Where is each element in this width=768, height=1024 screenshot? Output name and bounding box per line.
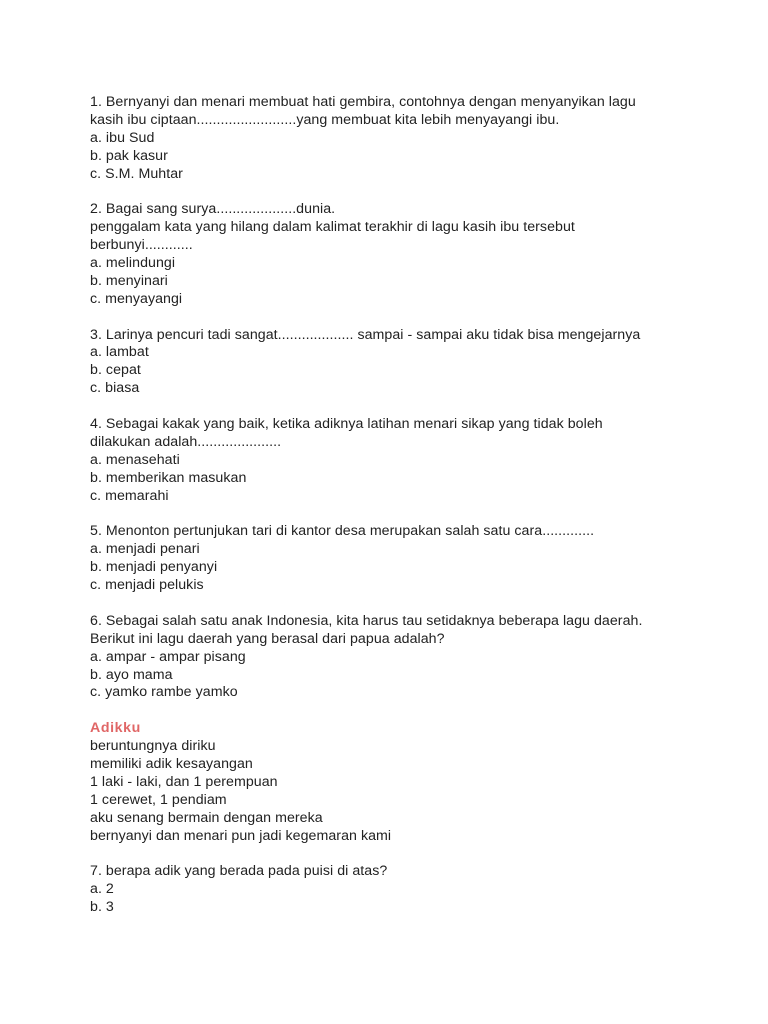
spacer <box>90 702 730 720</box>
poem-title: Adikku <box>90 720 141 737</box>
question-text: penggalam kata yang hilang dalam kalimat terakhir di lagu kasih ibu tersebut <box>90 219 575 236</box>
poem-line: aku senang bermain dengan mereka <box>90 809 323 826</box>
spacer <box>90 398 730 416</box>
poem-line: 1 cerewet, 1 pendiam <box>90 791 227 808</box>
answer-option: a. menjadi penari <box>90 541 200 558</box>
spacer <box>90 595 730 613</box>
question-7 <box>90 863 730 917</box>
worksheet-document <box>90 94 730 917</box>
answer-option: b. pak kasur <box>90 147 168 164</box>
answer-option: a. ibu Sud <box>90 129 155 146</box>
question-text: kasih ibu ciptaan.........................yang membuat kita lebih menyayangi ibu. <box>90 111 560 128</box>
answer-option: c. biasa <box>90 380 140 397</box>
question-text: 1. Bernyanyi dan menari membuat hati gembira, contohnya dengan menyanyikan lagu <box>90 94 636 110</box>
answer-option: a. ampar - ampar pisang <box>90 648 246 665</box>
answer-option: c. menjadi pelukis <box>90 577 204 594</box>
answer-option: b. 3 <box>90 899 114 916</box>
question-text: 3. Larinya pencuri tadi sangat................... sampai - sampai aku tidak bisa mengejarnya <box>90 326 641 343</box>
question-5 <box>90 523 730 595</box>
answer-option: b. cepat <box>90 362 141 379</box>
question-text: 4. Sebagai kakak yang baik, ketika adiknya latihan menari sikap yang tidak boleh <box>90 416 603 433</box>
answer-option: a. lambat <box>90 344 149 361</box>
spacer <box>90 845 730 863</box>
answer-option: c. memarahi <box>90 487 169 504</box>
question-text: 7. berapa adik yang berada pada puisi di atas? <box>90 863 388 880</box>
question-1 <box>90 94 730 183</box>
question-3 <box>90 327 730 399</box>
question-text: berbunyi............ <box>90 237 193 254</box>
spacer <box>90 183 730 201</box>
answer-option: c. menyayangi <box>90 290 183 307</box>
answer-option: a. menasehati <box>90 451 180 468</box>
question-6 <box>90 613 730 702</box>
question-4 <box>90 416 730 505</box>
answer-option: a. melindungi <box>90 255 176 272</box>
question-text: Berikut ini lagu daerah yang berasal dari papua adalah? <box>90 630 445 647</box>
poem-line: beruntungnya diriku <box>90 738 216 755</box>
question-text: dilakukan adalah..................... <box>90 433 282 450</box>
question-2 <box>90 201 730 308</box>
poem <box>90 720 730 845</box>
question-text: 6. Sebagai salah satu anak Indonesia, kita harus tau setidaknya beberapa lagu daerah. <box>90 612 643 629</box>
answer-option: b. menyinari <box>90 272 168 289</box>
answer-option: c. S.M. Muhtar <box>90 165 183 182</box>
answer-option: b. menjadi penyanyi <box>90 559 218 576</box>
spacer <box>90 309 730 327</box>
spacer <box>90 505 730 523</box>
answer-option: b. ayo mama <box>90 666 173 683</box>
question-text: 2. Bagai sang surya....................dunia. <box>90 201 336 218</box>
poem-line: 1 laki - laki, dan 1 perempuan <box>90 773 278 790</box>
question-text: 5. Menonton pertunjukan tari di kantor desa merupakan salah satu cara............. <box>90 523 595 540</box>
answer-option: b. memberikan masukan <box>90 469 247 486</box>
answer-option: c. yamko rambe yamko <box>90 684 238 701</box>
answer-option: a. 2 <box>90 881 114 898</box>
poem-line: bernyanyi dan menari pun jadi kegemaran kami <box>90 827 392 844</box>
poem-line: memiliki adik kesayangan <box>90 755 253 772</box>
